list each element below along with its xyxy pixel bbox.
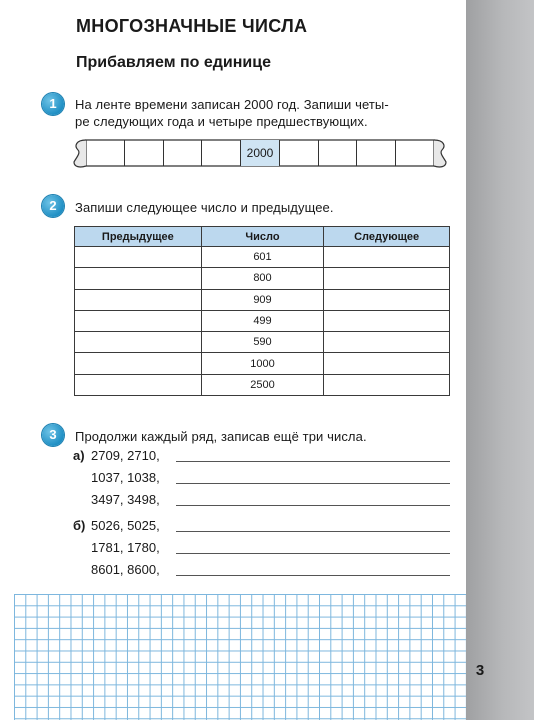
ribbon-cell-empty[interactable] bbox=[396, 140, 434, 166]
ribbon-cell-empty[interactable] bbox=[357, 140, 396, 166]
task-2-text: Запиши следующее число и предыдущее. bbox=[75, 200, 334, 215]
table-header-previous: Предыдущее bbox=[75, 227, 202, 247]
sequence-row: 2709, 2710, bbox=[91, 448, 160, 463]
table-row bbox=[75, 374, 450, 395]
sequence-row: 1037, 1038, bbox=[91, 470, 160, 485]
table-row bbox=[75, 310, 450, 331]
ribbon-cell-empty[interactable] bbox=[164, 140, 203, 166]
page-subtitle: Прибавляем по единице bbox=[76, 54, 271, 71]
sequence-row: 8601, 8600, bbox=[91, 562, 160, 577]
answer-line[interactable] bbox=[176, 461, 450, 462]
answer-line[interactable] bbox=[176, 505, 450, 506]
numbers-table bbox=[74, 226, 450, 396]
number-cell: 601 bbox=[201, 247, 324, 268]
previous-cell[interactable] bbox=[75, 268, 202, 289]
previous-cell[interactable] bbox=[75, 353, 202, 374]
table-row bbox=[75, 353, 450, 374]
task-number-badge: 1 bbox=[42, 93, 64, 115]
next-cell[interactable] bbox=[324, 289, 450, 310]
task-number-badge: 2 bbox=[42, 195, 64, 217]
number-cell: 800 bbox=[201, 268, 324, 289]
previous-cell[interactable] bbox=[75, 374, 202, 395]
answer-line[interactable] bbox=[176, 483, 450, 484]
previous-cell[interactable] bbox=[75, 310, 202, 331]
page-number: 3 bbox=[475, 662, 485, 679]
next-cell[interactable] bbox=[324, 353, 450, 374]
sequence-row: 3497, 3498, bbox=[91, 492, 160, 507]
next-cell[interactable] bbox=[324, 374, 450, 395]
next-cell[interactable] bbox=[324, 247, 450, 268]
ribbon-cell-empty[interactable] bbox=[319, 140, 358, 166]
next-cell[interactable] bbox=[324, 310, 450, 331]
group-b-label: б) bbox=[73, 518, 86, 533]
next-cell[interactable] bbox=[324, 268, 450, 289]
table-row bbox=[75, 247, 450, 268]
table-row bbox=[75, 289, 450, 310]
ribbon-cell-empty[interactable] bbox=[125, 140, 164, 166]
task-1-text-line-1: На ленте времени записан 2000 год. Запиши четы- bbox=[75, 97, 389, 112]
number-cell: 909 bbox=[201, 289, 324, 310]
task-3-text: Продолжи каждый ряд, записав ещё три числа. bbox=[75, 429, 367, 444]
sequence-row: 5026, 5025, bbox=[91, 518, 160, 533]
squared-practice-grid[interactable] bbox=[14, 594, 466, 720]
table-row bbox=[75, 332, 450, 353]
group-a-label: а) bbox=[73, 448, 85, 463]
table-header-next: Следующее bbox=[324, 227, 450, 247]
number-cell: 2500 bbox=[201, 374, 324, 395]
page-side-strip bbox=[466, 0, 534, 720]
time-ribbon bbox=[72, 134, 448, 172]
next-cell[interactable] bbox=[324, 332, 450, 353]
ribbon-cell-empty[interactable] bbox=[202, 140, 241, 166]
number-cell: 499 bbox=[201, 310, 324, 331]
answer-line[interactable] bbox=[176, 575, 450, 576]
ribbon-cell-empty[interactable] bbox=[280, 140, 319, 166]
ribbon-cells bbox=[86, 140, 434, 166]
ribbon-cell-empty[interactable] bbox=[86, 140, 125, 166]
previous-cell[interactable] bbox=[75, 247, 202, 268]
previous-cell[interactable] bbox=[75, 289, 202, 310]
table-header-number: Число bbox=[201, 227, 324, 247]
page-title: МНОГОЗНАЧНЫЕ ЧИСЛА bbox=[76, 16, 308, 36]
ribbon-cell-year-2000: 2000 bbox=[241, 140, 280, 166]
previous-cell[interactable] bbox=[75, 332, 202, 353]
answer-line[interactable] bbox=[176, 553, 450, 554]
task-number-badge: 3 bbox=[42, 424, 64, 446]
table-row bbox=[75, 268, 450, 289]
sequence-row: 1781, 1780, bbox=[91, 540, 160, 555]
task-1-text-line-2: ре следующих года и четыре предшествующих. bbox=[75, 114, 368, 129]
answer-line[interactable] bbox=[176, 531, 450, 532]
number-cell: 1000 bbox=[201, 353, 324, 374]
number-cell: 590 bbox=[201, 332, 324, 353]
